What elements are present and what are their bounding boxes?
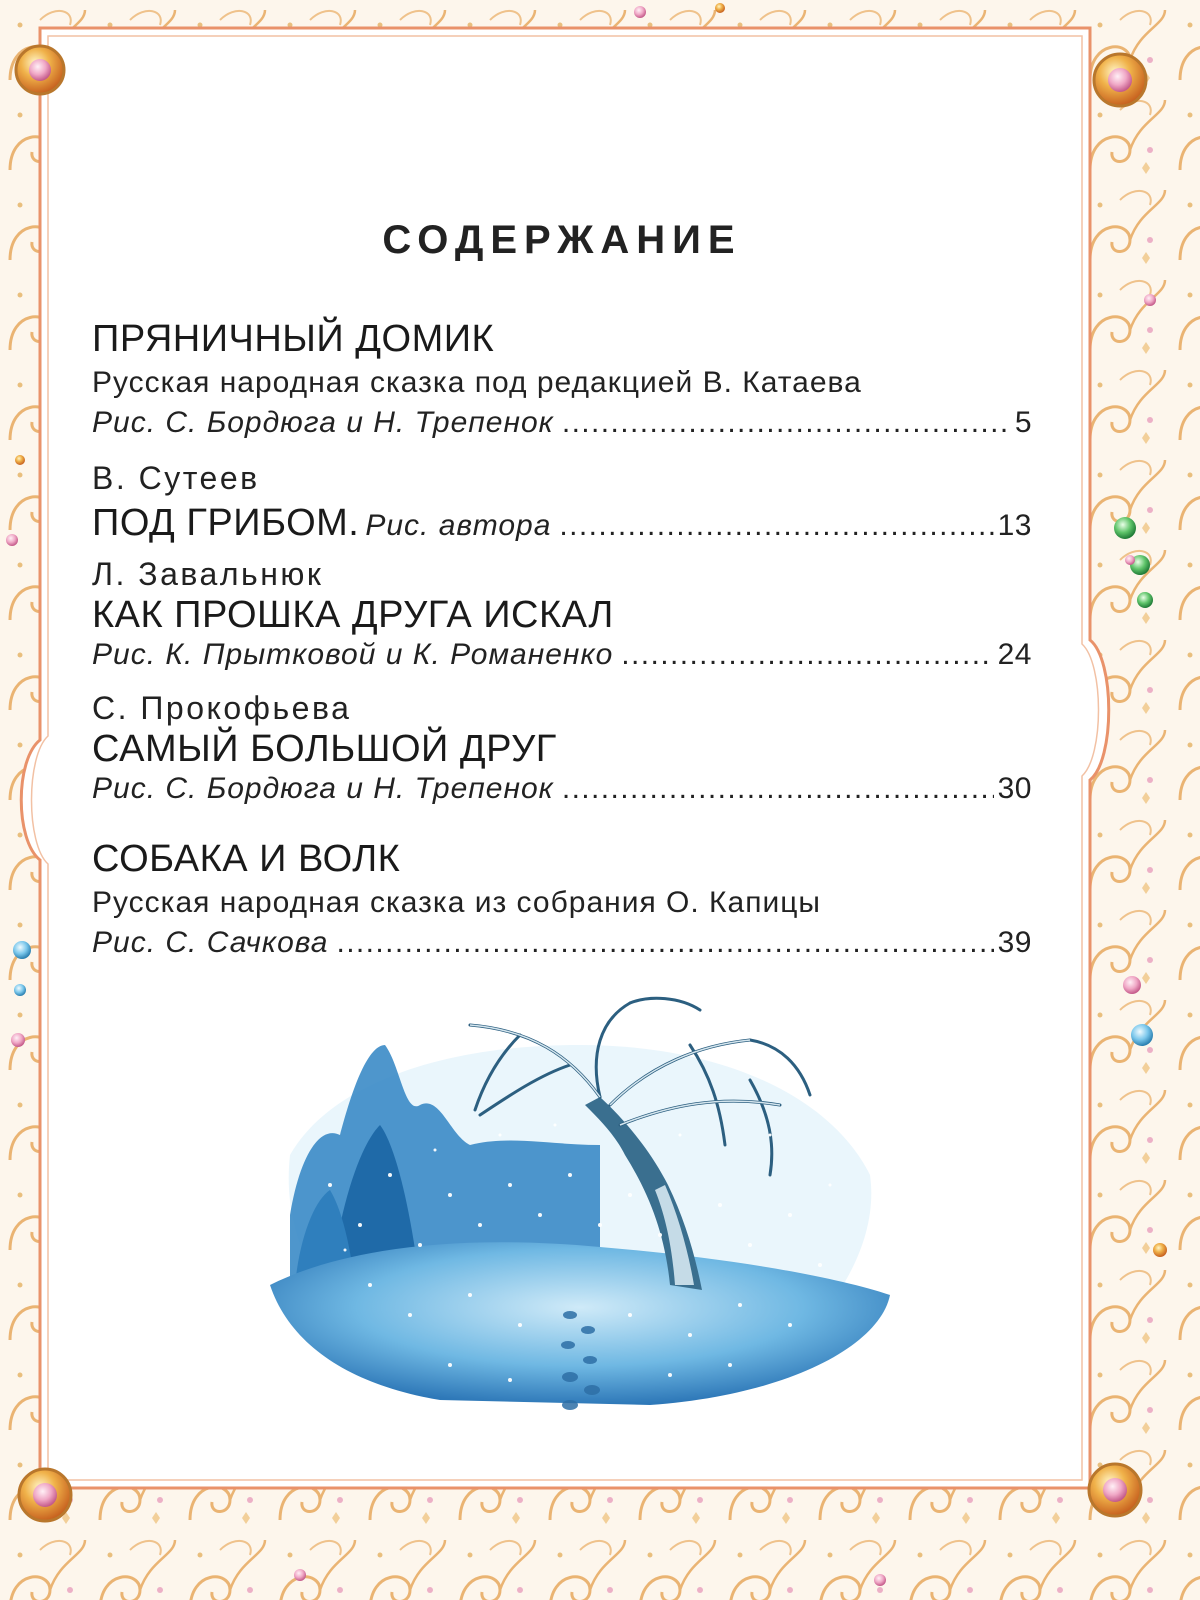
winter-tree-illustration [270, 985, 890, 1425]
story-subtitle: Русская народная сказка из собрания О. Капицы [92, 886, 821, 919]
page-number: 30 [997, 772, 1032, 805]
credit-row[interactable] [92, 502, 1032, 545]
illustrator-credit: Рис. С. Бордюга и Н. Трепенок [92, 406, 554, 439]
dot-leader [559, 509, 993, 543]
illustrator-credit: Рис. С. Сачкова [92, 926, 329, 959]
story-title: ПОД ГРИБОМ. [92, 502, 360, 544]
dot-leader [562, 406, 1011, 440]
story-title[interactable]: КАК ПРОШКА ДРУГА ИСКАЛ [92, 594, 614, 636]
dot-leader [336, 926, 993, 960]
page-number: 5 [1014, 406, 1032, 439]
illustrator-credit: Рис. К. Прытковой и К. Романенко [92, 638, 614, 671]
illustrator-credit: Рис. С. Бордюга и Н. Трепенок [92, 772, 554, 805]
page-title: СОДЕРЖАНИЕ [382, 218, 742, 262]
author-name: В. Сутеев [92, 460, 260, 496]
illustrator-credit: Рис. автора [365, 509, 552, 542]
story-title[interactable]: ПРЯНИЧНЫЙ ДОМИК [92, 318, 495, 360]
author-name: С. Прокофьева [92, 690, 352, 726]
credit-row[interactable] [92, 638, 1032, 672]
story-title[interactable]: СОБАКА И ВОЛК [92, 838, 401, 880]
page-number: 13 [997, 509, 1032, 542]
page-number: 24 [997, 638, 1032, 671]
page-number: 39 [997, 926, 1032, 959]
credit-row[interactable] [92, 926, 1032, 960]
author-name: Л. Завальнюк [92, 556, 324, 592]
dot-leader [562, 772, 994, 806]
credit-row[interactable] [92, 406, 1032, 440]
story-subtitle: Русская народная сказка под редакцией В. Катаева [92, 366, 862, 399]
credit-row[interactable] [92, 772, 1032, 806]
story-title[interactable]: САМЫЙ БОЛЬШОЙ ДРУГ [92, 728, 557, 770]
dot-leader [621, 638, 993, 672]
